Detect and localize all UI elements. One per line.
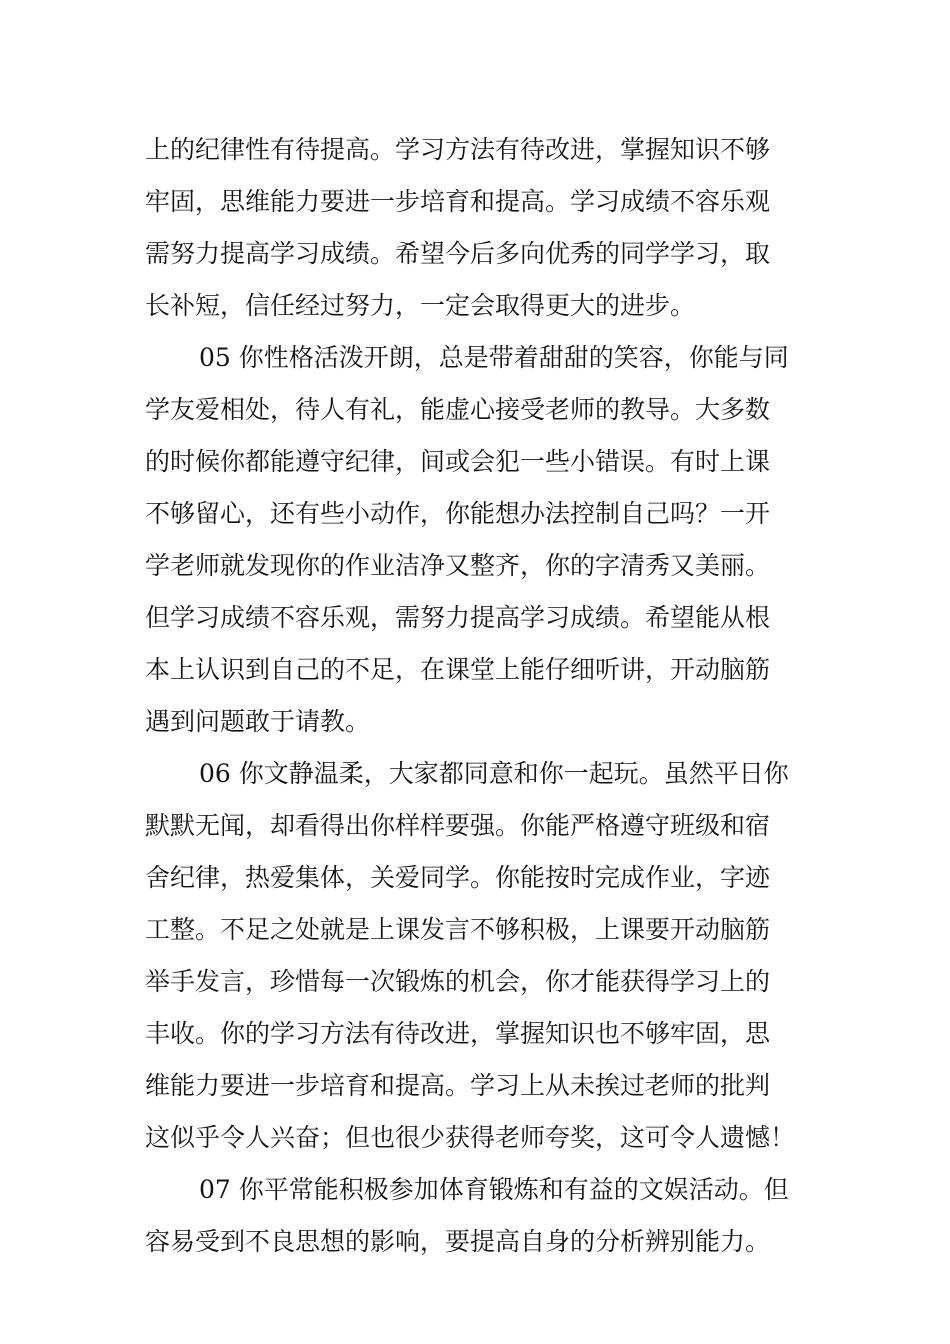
text-line: 但学习成绩不容乐观，需努力提高学习成绩。希望能从根 [145, 603, 771, 632]
text-line: 需努力提高学习成绩。希望今后多向优秀的同学学习，取 [145, 239, 771, 268]
text-line: 举手发言，珍惜每一次锻炼的机会，你才能获得学习上的 [145, 967, 771, 996]
text-line: 长补短，信任经过努力，一定会取得更大的进步。 [145, 291, 696, 320]
text-line: 默默无闻，却看得出你样样要强。你能严格遵守班级和宿 [145, 811, 771, 840]
paragraph-start-line: 07 你平常能积极参加体育锻炼和有益的文娱活动。但 [199, 1175, 789, 1204]
text-line: 维能力要进一步培育和提高。学习上从未挨过老师的批判 [145, 1071, 771, 1100]
text-line: 的时候你都能遵守纪律，间或会犯一些小错误。有时上课 [145, 447, 771, 476]
paragraph-start-line: 06 你文静温柔，大家都同意和你一起玩。虽然平日你 [199, 759, 789, 788]
document-body [145, 124, 825, 1268]
paragraph-start-line: 05 你性格活泼开朗，总是带着甜甜的笑容，你能与同 [199, 343, 789, 372]
text-line: 上的纪律性有待提高。学习方法有待改进，掌握知识不够 [145, 135, 771, 164]
text-line: 学友爱相处，待人有礼，能虚心接受老师的教导。大多数 [145, 395, 771, 424]
text-line: 学老师就发现你的作业洁净又整齐，你的字清秀又美丽。 [145, 551, 771, 580]
text-line: 遇到问题敢于请教。 [145, 707, 371, 736]
text-line: 牢固，思维能力要进一步培育和提高。学习成绩不容乐观 [145, 187, 771, 216]
text-line: 工整。不足之处就是上课发言不够积极，上课要开动脑筋 [145, 915, 771, 944]
text-line: 本上认识到自己的不足，在课堂上能仔细听讲，开动脑筋 [145, 655, 771, 684]
text-line: 容易受到不良思想的影响，要提高自身的分析辨别能力。 [145, 1227, 771, 1256]
text-line: 丰收。你的学习方法有待改进，掌握知识也不够牢固，思 [145, 1019, 771, 1048]
text-line: 这似乎令人兴奋；但也很少获得老师夸奖，这可令人遗憾！ [145, 1123, 796, 1152]
text-line: 不够留心，还有些小动作，你能想办法控制自己吗？一开 [145, 499, 771, 528]
text-line: 舍纪律，热爱集体，关爱同学。你能按时完成作业，字迹 [145, 863, 771, 892]
